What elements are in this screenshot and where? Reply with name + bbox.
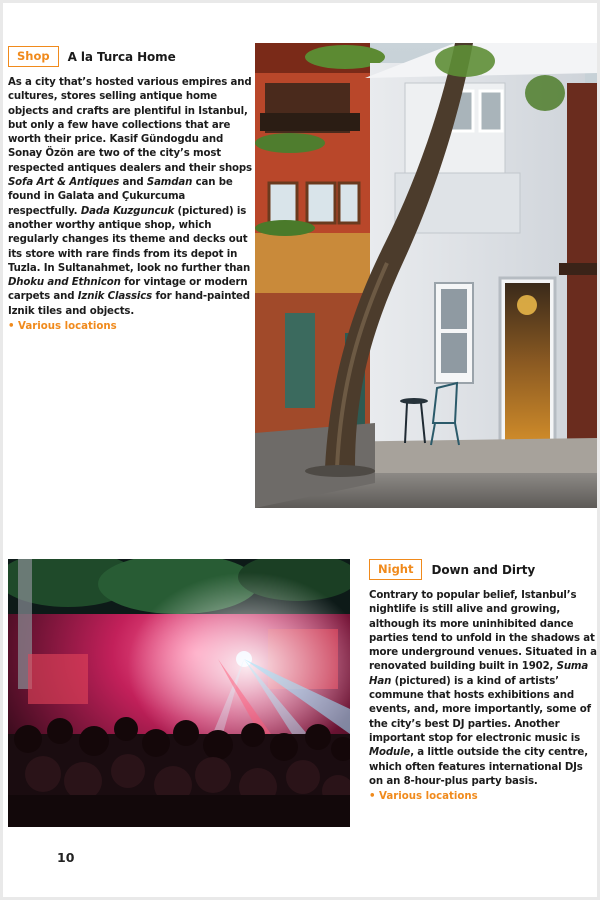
shop-body-text: As a city that’s hosted various empires and cultures, stores selling antique home objects and crafts are plentiful in Istanbul, but only a few have collections that are worth their price. Kasif Gündogdu and Sonay Özön are two of the city’s most respected antiques dealers and their shops Sofa Art & Antiques and Samdan can be found in Galata and Çukurcuma respectfully. Dada Kuzguncuk (pictured) is another worthy antique shop, which regularly changes its theme and decks out its store with rare finds from its depot in Tuzla. In Sultanahmet, look no further than Dhoku and Ethnicon for vintage or modern carpets and Iznik Classics for hand-painted Iznik tiles and objects. [8,77,252,317]
magazine-page [3,3,597,897]
shop-locations: • Various locations [8,321,117,333]
night-category-tag: Night [369,559,422,580]
shop-category-tag: Shop [8,46,59,67]
night-locations: • Various locations [369,791,478,803]
page-number: 10 [57,850,75,865]
shop-title: A la Turca Home [67,49,176,64]
shop-photo [255,43,597,508]
night-heading [369,559,597,580]
night-photo [8,559,350,827]
shop-heading [8,46,255,67]
night-body-text: Contrary to popular belief, Istanbul’s nightlife is still alive and growing, although its more uninhibited dance parties tend to unfold in the shadows at more underground venues. Situated in a renovated building built in 1902, Suma Han (pictured) is a kind of artists’ commune that hosts exhibitions and events, and, more importantly, some of the city’s best DJ parties. Another important stop for electronic music is Module, a little outside the city centre, which often features international DJs on an 8-hour-plus party basis. [369,590,597,787]
night-title: Down and Dirty [431,562,536,577]
night-section [369,559,597,804]
shop-section [8,46,255,334]
